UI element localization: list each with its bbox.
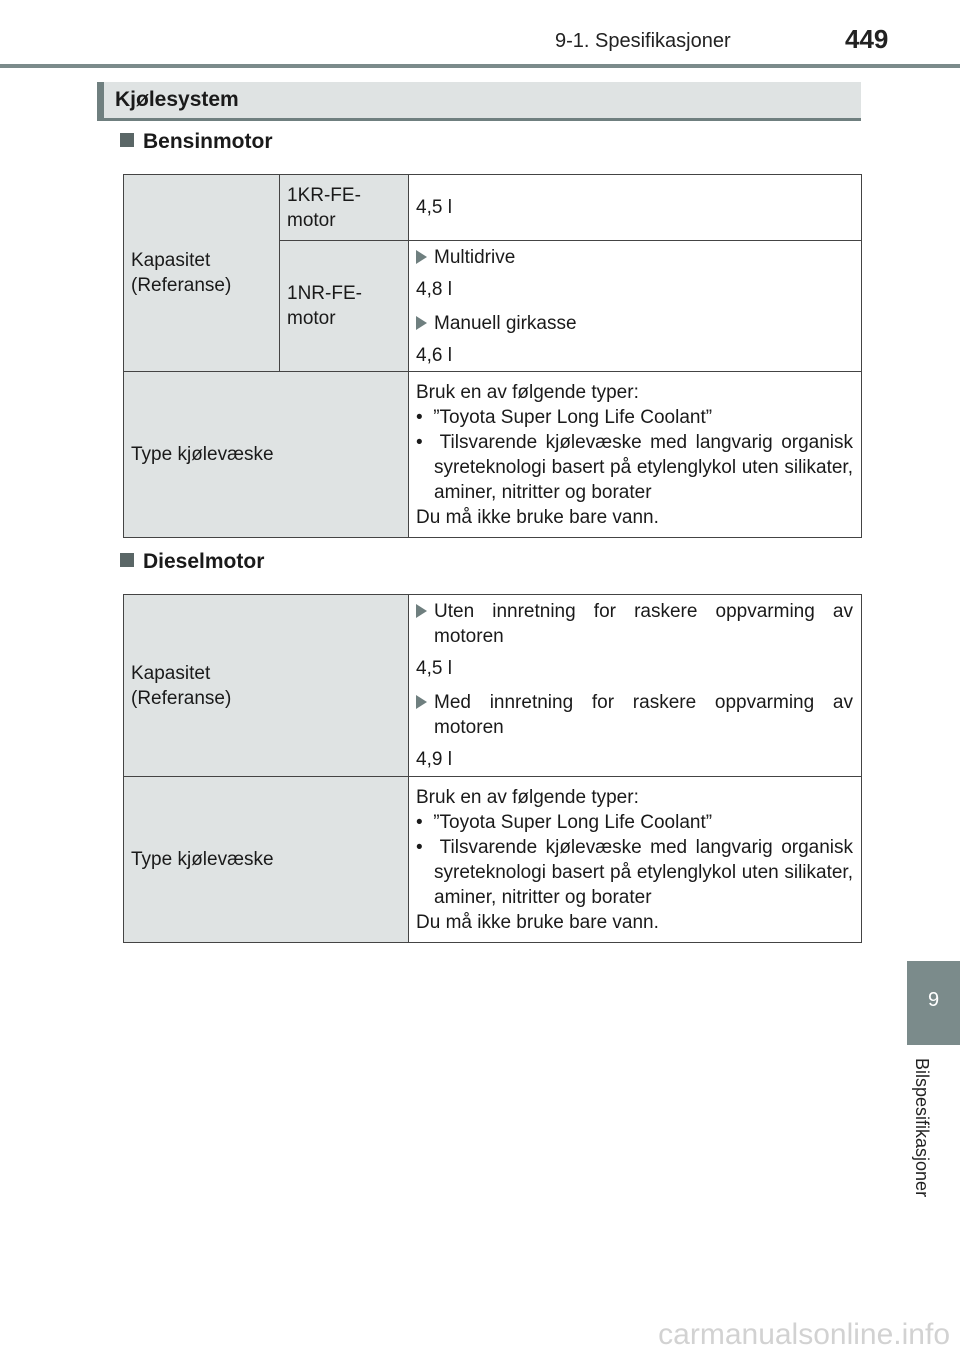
engine-1kr-label: 1KR-FE- motor	[280, 175, 409, 241]
subheading-diesel-text: Dieselmotor	[143, 550, 265, 573]
triangle-arrow-icon	[416, 250, 427, 264]
diesel-coolant-label: Type kjølevæske	[124, 777, 409, 943]
header-rule	[0, 64, 960, 68]
section-title-bar	[97, 82, 861, 121]
page-number: 449	[845, 24, 889, 54]
coolant-note: Du må ikke bruke bare vann.	[416, 911, 659, 933]
square-bullet-icon	[120, 133, 134, 147]
engine-1kr-value: 4,5 l	[409, 175, 862, 241]
coolant-intro: Bruk en av følgende typer:	[416, 381, 639, 403]
diesel-coolant-description	[409, 777, 862, 943]
chapter-tab-number: 9	[927, 989, 940, 1011]
section-title: Kjølesystem	[115, 88, 239, 111]
diesel-spec-table	[123, 594, 862, 943]
coolant-bullet: • Tilsvarende kjølevæske med langvarig organisk syreteknologi basert på etylenglykol uten silikater, aminer, nitritter og borater	[416, 836, 854, 908]
diesel-capacity-label: Kapasitet (Referanse)	[124, 595, 409, 777]
chapter-tab[interactable]	[907, 961, 960, 1045]
option-without-preheat: Uten innretning for raskere oppvarming av motoren	[416, 599, 853, 649]
option-multidrive: Multidrive	[416, 245, 853, 270]
coolant-bullet: • ”Toyota Super Long Life Coolant”	[416, 811, 713, 833]
subheading-bensin-text: Bensinmotor	[143, 130, 273, 153]
coolant-intro: Bruk en av følgende typer:	[416, 786, 639, 808]
triangle-arrow-icon	[416, 604, 427, 618]
coolant-bullet: • ”Toyota Super Long Life Coolant”	[416, 406, 713, 428]
option-with-preheat-value: 4,9 l	[416, 749, 452, 770]
coolant-note: Du må ikke bruke bare vann.	[416, 506, 659, 528]
engine-1nr-values	[409, 241, 862, 372]
bensin-capacity-label: Kapasitet (Referanse)	[124, 175, 280, 372]
triangle-arrow-icon	[416, 695, 427, 709]
bensin-coolant-label: Type kjølevæske	[124, 372, 409, 538]
option-manual: Manuell girkasse	[416, 311, 853, 336]
bensin-coolant-description	[409, 372, 862, 538]
option-multidrive-value: 4,8 l	[416, 278, 452, 300]
engine-1nr-label: 1NR-FE- motor	[280, 241, 409, 372]
coolant-bullet: • Tilsvarende kjølevæske med langvarig organisk syreteknologi basert på etylenglykol uten silikater, aminer, nitritter og borater	[416, 431, 854, 503]
page-header-title: 9-1. Spesifikasjoner	[555, 30, 731, 52]
subheading-diesel	[120, 550, 264, 574]
option-with-preheat: Med innretning for raskere oppvarming av motoren	[416, 690, 853, 740]
subheading-bensin	[120, 130, 273, 154]
square-bullet-icon	[120, 553, 134, 567]
watermark: carmanualsonline.info	[658, 1318, 950, 1351]
option-manual-value: 4,6 l	[416, 344, 452, 366]
bensin-spec-table	[123, 174, 862, 538]
diesel-capacity-values	[409, 595, 862, 777]
option-without-preheat-value: 4,5 l	[416, 658, 452, 679]
triangle-arrow-icon	[416, 316, 427, 330]
chapter-side-label: Bilspesifikasjoner	[912, 1058, 932, 1198]
